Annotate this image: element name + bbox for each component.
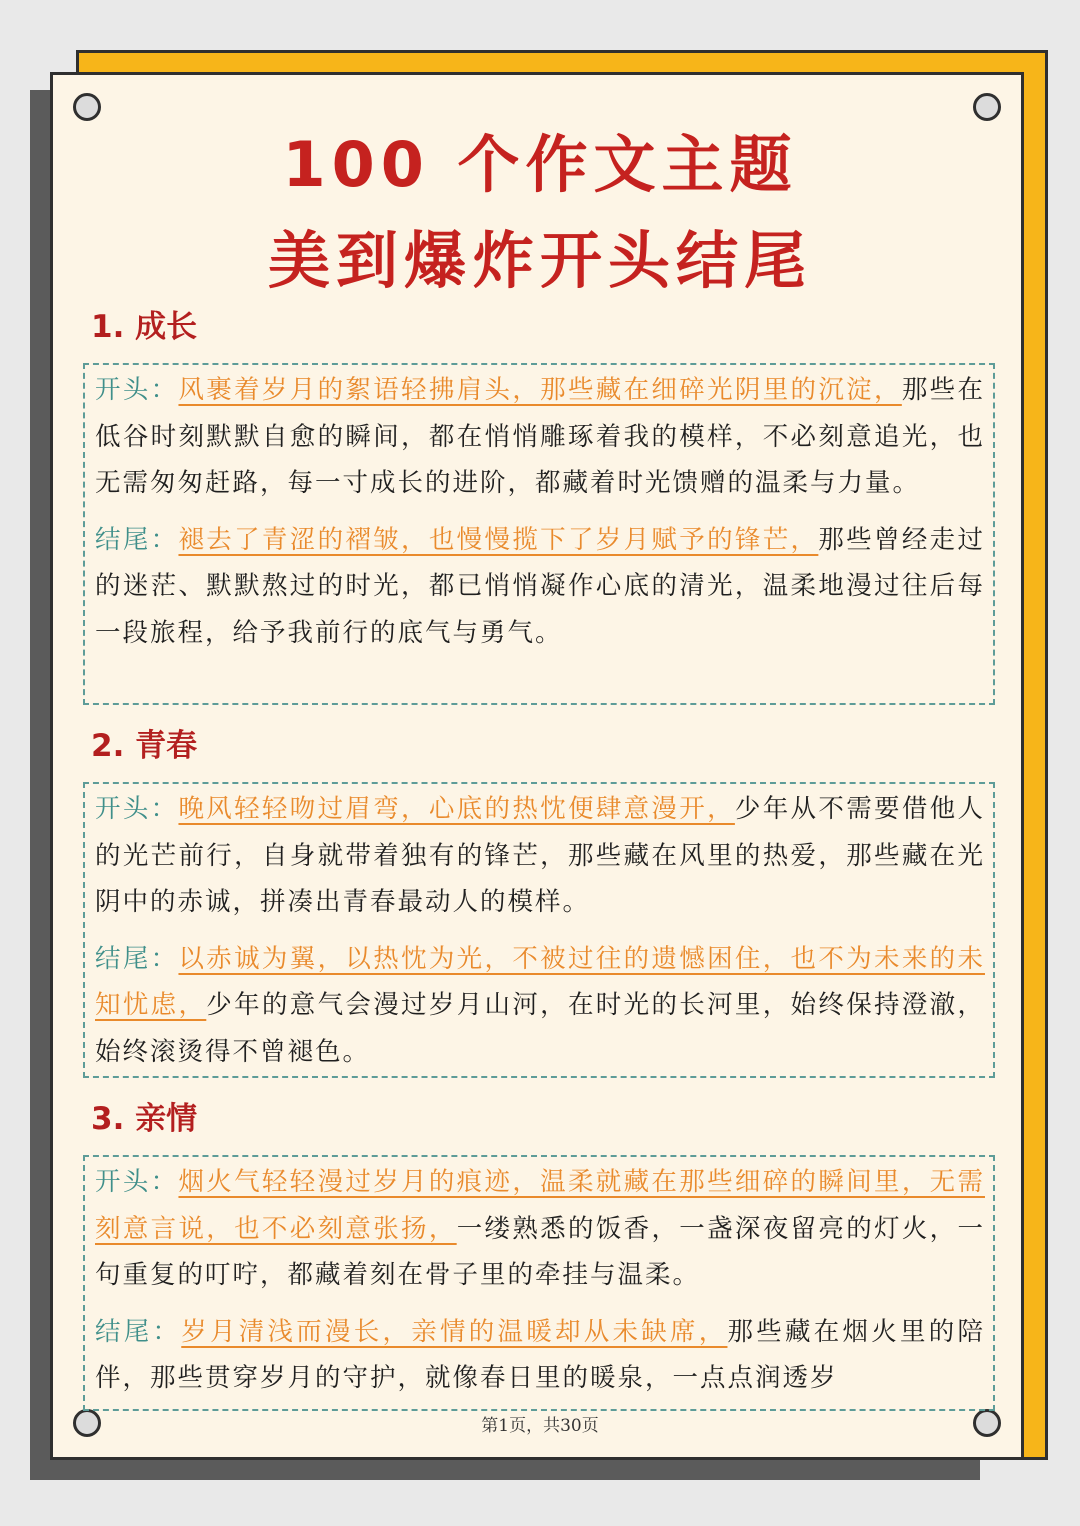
- opening-label: 开头：: [95, 794, 179, 824]
- document-page: [50, 72, 1024, 1460]
- opening-paragraph: [95, 786, 985, 926]
- body-text: 少年从不需要借他人的光芒前行，自身就带着独有的锋芒，那些藏在风里的热爱，那些藏在光阴中的赤诚，拼凑出青春最动人的模样。: [95, 794, 985, 917]
- section-box: [83, 363, 995, 705]
- body-text: 少年的意气会漫过岁月山河，在时光的长河里，始终保持澄澈，始终滚烫得不曾褪色。: [95, 990, 985, 1067]
- body-text: 一缕熟悉的饭香，一盏深夜留亮的灯火，一句重复的叮咛，都藏着刻在骨子里的牵挂与温柔。: [95, 1213, 985, 1290]
- body-text: 那些在低谷时刻默默自愈的瞬间，都在悄悄雕琢着我的模样，不必刻意追光，也无需匆匆赶路，每一寸成长的进阶，都藏着时光馈赠的温柔与力量。: [95, 375, 985, 498]
- section-box: [83, 782, 995, 1078]
- ending-paragraph: [95, 517, 985, 657]
- highlighted-text: 岁月清浅而漫长，亲情的温暖却从未缺席，: [181, 1316, 728, 1347]
- opening-label: 开头：: [95, 375, 179, 405]
- opening-label: 开头：: [95, 1167, 179, 1197]
- page-number: 第1页，共30页: [481, 1416, 599, 1436]
- body-text: 那些曾经走过的迷茫、默默熬过的时光，都已悄悄凝作心底的清光，温柔地漫过往后每一段旅程，给予我前行的底气与勇气。: [95, 524, 985, 648]
- section-heading: 1. 成长: [91, 309, 198, 345]
- highlighted-text: 晚风轻轻吻过眉弯，心底的热忱便肆意漫开，: [178, 794, 735, 824]
- highlighted-text: 褪去了青涩的褶皱，也慢慢揽下了岁月赋予的锋芒，: [178, 524, 819, 555]
- opening-paragraph: [95, 367, 985, 507]
- section-heading: 2. 青春: [91, 728, 198, 764]
- ending-label: 结尾：: [95, 1316, 182, 1347]
- section-heading: 3. 亲情: [91, 1101, 198, 1137]
- ending-label: 结尾：: [95, 943, 179, 974]
- highlighted-text: 以赤诚为翼，以热忱为光，不被过往的遗憾困住，也不为未来的未知忧虑，: [95, 943, 985, 1020]
- ending-paragraph: [95, 1309, 985, 1402]
- highlighted-text: 烟火气轻轻漫过岁月的痕迹，温柔就藏在那些细碎的瞬间里，无需刻意言说，也不必刻意张扬，: [95, 1167, 985, 1244]
- ending-paragraph: [95, 936, 985, 1076]
- opening-paragraph: [95, 1159, 985, 1299]
- page-title-line-2: 美到爆炸开头结尾: [267, 224, 812, 297]
- section-box: [83, 1155, 995, 1411]
- body-text: 那些藏在烟火里的陪伴，那些贯穿岁月的守护，就像春日里的暖泉，一点点润透岁: [95, 1316, 985, 1393]
- ending-label: 结尾：: [95, 524, 179, 555]
- page-title-line-1: 100 个作文主题: [282, 128, 798, 201]
- highlighted-text: 风裹着岁月的絮语轻拂肩头，那些藏在细碎光阴里的沉淀，: [178, 375, 902, 405]
